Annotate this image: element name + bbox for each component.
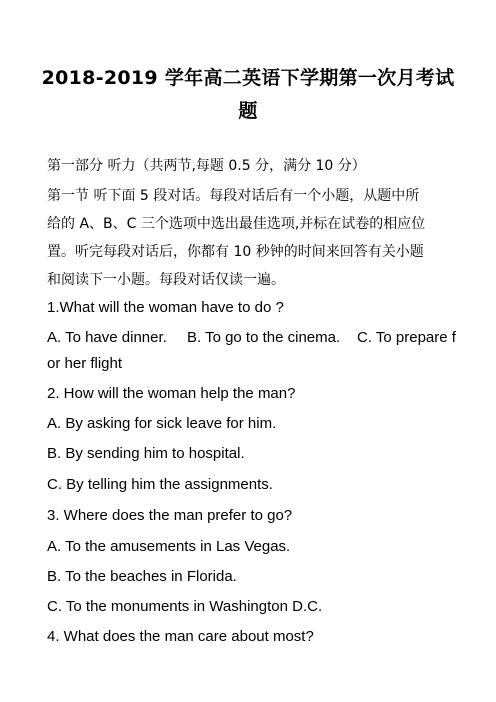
question-1-option-c: C. To prepare f: [357, 329, 456, 346]
question-2-option-b: B. By sending him to hospital.: [47, 445, 245, 462]
question-1-option-c-continued: or her flight: [47, 355, 123, 372]
instruction-line-2: 给的 A、B、C 三个选项中选出最佳选项,并标在试卷的相应位: [47, 216, 426, 232]
section-heading: 第一部分 听力（共两节,每题 0.5 分，满分 10 分）: [47, 158, 366, 174]
question-1-option-b: B. To go to the cinema.: [187, 329, 341, 346]
question-2-option-c: C. By telling him the assignments.: [47, 476, 273, 493]
question-3-option-b: B. To the beaches in Florida.: [47, 568, 237, 585]
question-1: 1.What will the woman have to do ?: [47, 299, 284, 316]
exam-title-line-2: 题: [238, 100, 258, 122]
question-2-option-a: A. By asking for sick leave for him.: [47, 415, 277, 432]
instruction-line-4: 和阅读下一小题。每段对话仅读一遍。: [47, 272, 285, 288]
question-1-option-a: A. To have dinner.: [47, 329, 167, 346]
question-1-options: [47, 329, 456, 347]
question-3-option-a: A. To the amusements in Las Vegas.: [47, 538, 291, 555]
question-3-option-c: C. To the monuments in Washington D.C.: [47, 598, 323, 615]
instruction-line-1: 第一节 听下面 5 段对话。每段对话后有一个小题，从题中所: [47, 188, 420, 204]
instruction-line-3: 置。听完每段对话后，你都有 10 秒钟的时间来回答有关小题: [47, 244, 424, 260]
question-4: 4. What does the man care about most?: [47, 628, 314, 645]
question-3: 3. Where does the man prefer to go?: [47, 507, 293, 524]
exam-title-line-1: 2018-2019 学年高二英语下学期第一次月考试: [41, 67, 455, 89]
question-2: 2. How will the woman help the man?: [47, 385, 296, 402]
